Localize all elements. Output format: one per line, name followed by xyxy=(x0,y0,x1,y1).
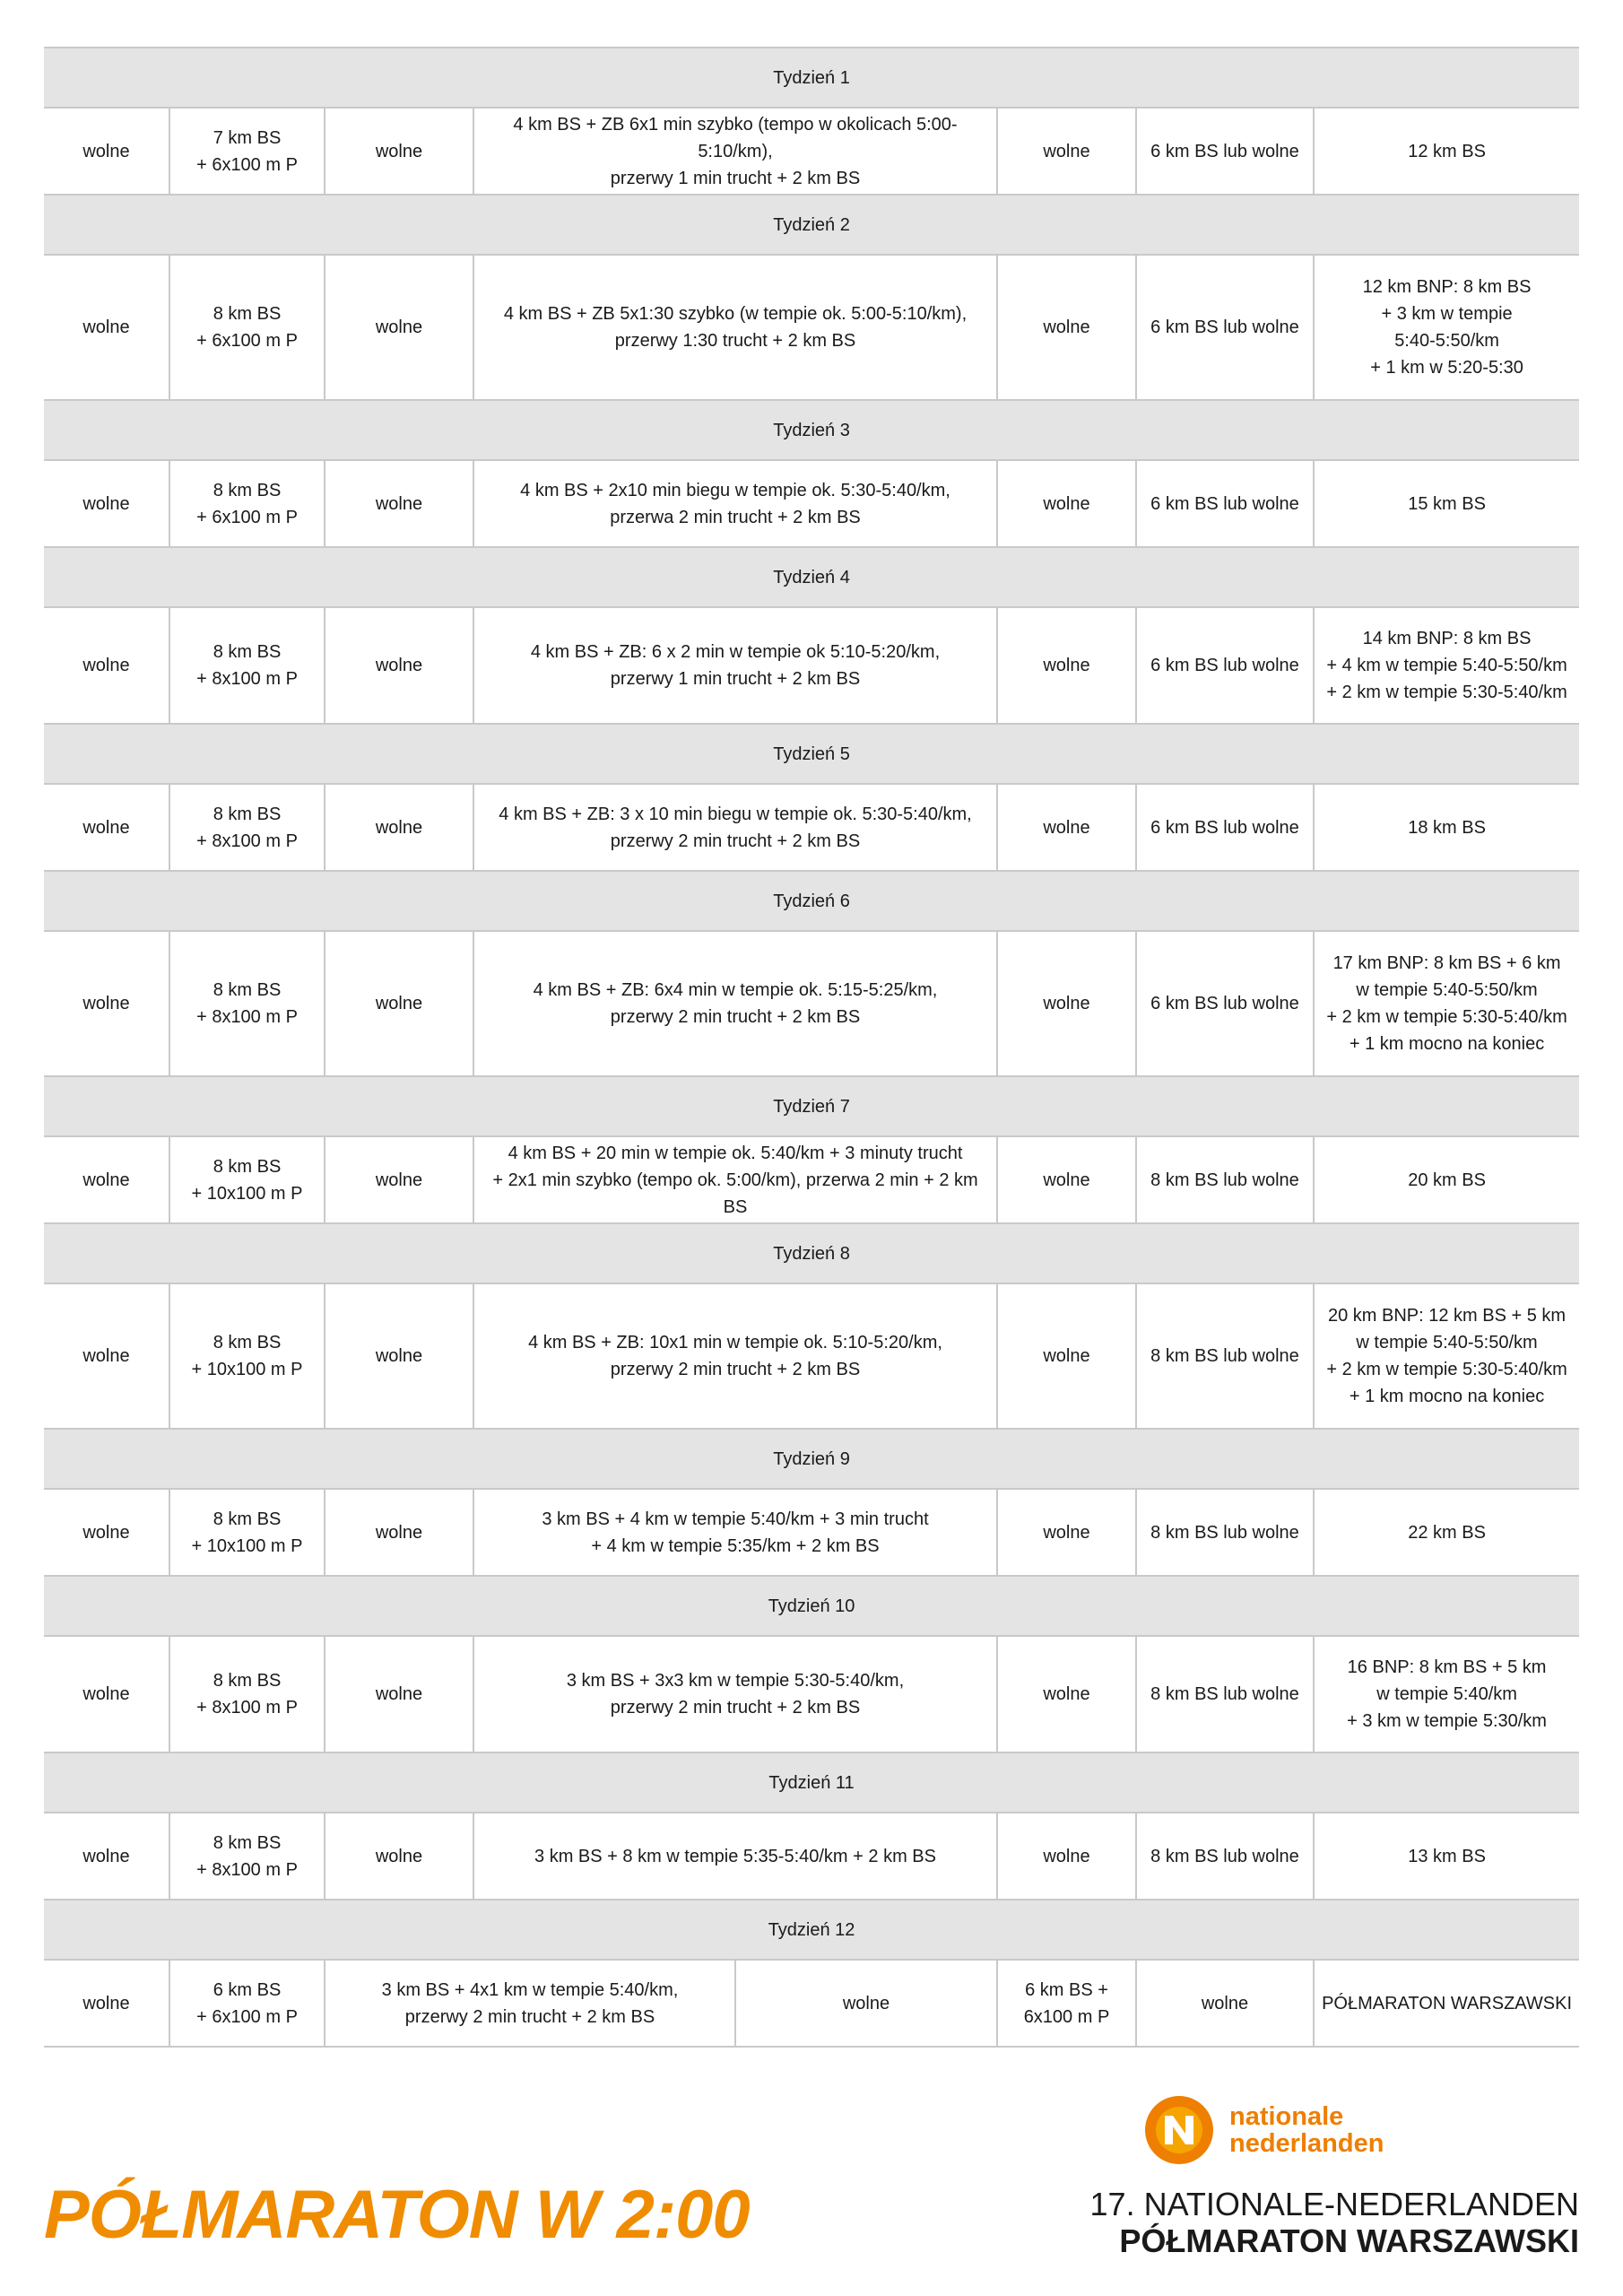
day-cell: wolne xyxy=(997,1636,1136,1752)
brand-name-line2: nederlanden xyxy=(1229,2129,1384,2158)
day-cell: 8 km BS + 8x100 m P xyxy=(169,607,325,724)
day-cell: 16 BNP: 8 km BS + 5 km w tempie 5:40/km + 3 km w tempie 5:30/km xyxy=(1314,1636,1579,1752)
day-cell: 8 km BS + 10x100 m P xyxy=(169,1283,325,1429)
day-cell: 4 km BS + ZB: 3 x 10 min biegu w tempie ok. 5:30-5:40/km, przerwy 2 min trucht + 2 km BS xyxy=(473,784,997,871)
day-cell: wolne xyxy=(325,1636,473,1752)
day-cell: 6 km BS lub wolne xyxy=(1136,607,1314,724)
week-label: Tydzień 11 xyxy=(44,1752,1579,1813)
day-cell: 18 km BS xyxy=(1314,784,1579,871)
day-cell: 6 km BS lub wolne xyxy=(1136,108,1314,195)
day-cell: 8 km BS + 10x100 m P xyxy=(169,1489,325,1576)
day-cell: 4 km BS + ZB 5x1:30 szybko (w tempie ok. 5:00-5:10/km), przerwy 1:30 trucht + 2 km BS xyxy=(473,255,997,400)
week-schedule-row xyxy=(44,1960,1579,2047)
week-header-row xyxy=(44,1223,1579,1283)
week-header-row xyxy=(44,400,1579,460)
day-cell: wolne xyxy=(325,1489,473,1576)
week-schedule-row xyxy=(44,1136,1579,1223)
day-cell: 4 km BS + 20 min w tempie ok. 5:40/km + 3 minuty trucht + 2x1 min szybko (tempo ok. 5:00/km), przerwa 2 min + 2 km BS xyxy=(473,1136,997,1223)
day-cell: wolne xyxy=(735,1960,997,2047)
day-cell: PÓŁMARATON WARSZAWSKI xyxy=(1314,1960,1579,2047)
week-label: Tydzień 5 xyxy=(44,724,1579,784)
day-cell: 6 km BS lub wolne xyxy=(1136,460,1314,547)
day-cell: 12 km BS xyxy=(1314,108,1579,195)
event-name-line2: PÓŁMARATON WARSZAWSKI xyxy=(1119,2222,1579,2259)
day-cell: 15 km BS xyxy=(1314,460,1579,547)
day-cell: wolne xyxy=(997,607,1136,724)
day-cell: wolne xyxy=(997,108,1136,195)
day-cell: 22 km BS xyxy=(1314,1489,1579,1576)
brand-name-line1: nationale xyxy=(1229,2102,1344,2131)
week-label: Tydzień 6 xyxy=(44,871,1579,931)
week-schedule-row xyxy=(44,1283,1579,1429)
day-cell: 8 km BS lub wolne xyxy=(1136,1489,1314,1576)
day-cell: wolne xyxy=(997,460,1136,547)
day-cell: wolne xyxy=(44,108,169,195)
day-cell: wolne xyxy=(325,1136,473,1223)
day-cell: 6 km BS + 6x100 m P xyxy=(997,1960,1136,2047)
day-cell: 8 km BS lub wolne xyxy=(1136,1136,1314,1223)
day-cell: wolne xyxy=(44,255,169,400)
day-cell: 8 km BS + 8x100 m P xyxy=(169,784,325,871)
week-label: Tydzień 4 xyxy=(44,547,1579,607)
week-schedule-row xyxy=(44,784,1579,871)
week-schedule-row xyxy=(44,1489,1579,1576)
week-header-row xyxy=(44,1076,1579,1136)
week-header-row xyxy=(44,547,1579,607)
day-cell: wolne xyxy=(997,1813,1136,1900)
week-header-row xyxy=(44,724,1579,784)
day-cell: 8 km BS + 8x100 m P xyxy=(169,1636,325,1752)
day-cell: wolne xyxy=(997,255,1136,400)
day-cell: wolne xyxy=(325,255,473,400)
day-cell: 12 km BNP: 8 km BS + 3 km w tempie 5:40-5:50/km + 1 km w 5:20-5:30 xyxy=(1314,255,1579,400)
week-schedule-row xyxy=(44,1636,1579,1752)
day-cell: wolne xyxy=(325,607,473,724)
week-label: Tydzień 10 xyxy=(44,1576,1579,1636)
day-cell: 8 km BS + 8x100 m P xyxy=(169,1813,325,1900)
day-cell: wolne xyxy=(44,1960,169,2047)
day-cell: wolne xyxy=(44,1283,169,1429)
day-cell: wolne xyxy=(997,1283,1136,1429)
week-header-row xyxy=(44,1576,1579,1636)
week-schedule-row xyxy=(44,108,1579,195)
day-cell: 8 km BS + 6x100 m P xyxy=(169,255,325,400)
day-cell: 8 km BS + 10x100 m P xyxy=(169,1136,325,1223)
day-cell: 6 km BS lub wolne xyxy=(1136,931,1314,1076)
day-cell: 6 km BS lub wolne xyxy=(1136,255,1314,400)
day-cell: wolne xyxy=(44,1636,169,1752)
day-cell: wolne xyxy=(997,931,1136,1076)
day-cell: 4 km BS + ZB: 6x4 min w tempie ok. 5:15-5:25/km, przerwy 2 min trucht + 2 km BS xyxy=(473,931,997,1076)
week-schedule-row xyxy=(44,460,1579,547)
week-header-row xyxy=(44,1752,1579,1813)
day-cell: 6 km BS lub wolne xyxy=(1136,784,1314,871)
week-label: Tydzień 3 xyxy=(44,400,1579,460)
day-cell: 8 km BS lub wolne xyxy=(1136,1636,1314,1752)
week-label: Tydzień 12 xyxy=(44,1900,1579,1960)
week-header-row xyxy=(44,48,1579,108)
promo-title: PÓŁMARATON W 2:00 xyxy=(44,2177,750,2253)
day-cell: 4 km BS + ZB: 6 x 2 min w tempie ok 5:10-5:20/km, przerwy 1 min trucht + 2 km BS xyxy=(473,607,997,724)
day-cell: 7 km BS + 6x100 m P xyxy=(169,108,325,195)
week-label: Tydzień 8 xyxy=(44,1223,1579,1283)
day-cell: wolne xyxy=(44,460,169,547)
day-cell: 4 km BS + ZB: 10x1 min w tempie ok. 5:10-5:20/km, przerwy 2 min trucht + 2 km BS xyxy=(473,1283,997,1429)
training-plan-table xyxy=(44,47,1579,2048)
day-cell: 13 km BS xyxy=(1314,1813,1579,1900)
week-schedule-row xyxy=(44,607,1579,724)
day-cell: wolne xyxy=(325,108,473,195)
day-cell: 6 km BS + 6x100 m P xyxy=(169,1960,325,2047)
week-schedule-row xyxy=(44,1813,1579,1900)
week-label: Tydzień 9 xyxy=(44,1429,1579,1489)
day-cell: wolne xyxy=(325,460,473,547)
day-cell: wolne xyxy=(325,784,473,871)
week-header-row xyxy=(44,1429,1579,1489)
week-header-row xyxy=(44,871,1579,931)
day-cell: 3 km BS + 3x3 km w tempie 5:30-5:40/km, przerwy 2 min trucht + 2 km BS xyxy=(473,1636,997,1752)
day-cell: wolne xyxy=(325,1283,473,1429)
week-schedule-row xyxy=(44,931,1579,1076)
day-cell: wolne xyxy=(997,784,1136,871)
day-cell: wolne xyxy=(44,1813,169,1900)
day-cell: wolne xyxy=(44,607,169,724)
day-cell: wolne xyxy=(997,1136,1136,1223)
day-cell: wolne xyxy=(1136,1960,1314,2047)
day-cell: 8 km BS lub wolne xyxy=(1136,1813,1314,1900)
event-name-line1: 17. NATIONALE-NEDERLANDEN xyxy=(1089,2186,1579,2222)
day-cell: 8 km BS + 8x100 m P xyxy=(169,931,325,1076)
day-cell: wolne xyxy=(44,1489,169,1576)
brand-name xyxy=(1229,2103,1384,2157)
day-cell: 4 km BS + ZB 6x1 min szybko (tempo w okolicach 5:00-5:10/km), przerwy 1 min trucht + 2 km BS xyxy=(473,108,997,195)
week-header-row xyxy=(44,195,1579,255)
day-cell: 3 km BS + 4 km w tempie 5:40/km + 3 min trucht + 4 km w tempie 5:35/km + 2 km BS xyxy=(473,1489,997,1576)
day-cell: 3 km BS + 4x1 km w tempie 5:40/km, przerwy 2 min trucht + 2 km BS xyxy=(325,1960,735,2047)
day-cell: wolne xyxy=(44,1136,169,1223)
day-cell: 20 km BNP: 12 km BS + 5 km w tempie 5:40-5:50/km + 2 km w tempie 5:30-5:40/km + 1 km mocno na koniec xyxy=(1314,1283,1579,1429)
week-label: Tydzień 7 xyxy=(44,1076,1579,1136)
day-cell: 4 km BS + 2x10 min biegu w tempie ok. 5:30-5:40/km, przerwa 2 min trucht + 2 km BS xyxy=(473,460,997,547)
day-cell: wolne xyxy=(44,784,169,871)
week-schedule-row xyxy=(44,255,1579,400)
day-cell: 17 km BNP: 8 km BS + 6 km w tempie 5:40-5:50/km + 2 km w tempie 5:30-5:40/km + 1 km mocno na koniec xyxy=(1314,931,1579,1076)
day-cell: 20 km BS xyxy=(1314,1136,1579,1223)
day-cell: wolne xyxy=(997,1489,1136,1576)
nn-emblem-icon xyxy=(1143,2094,1215,2166)
nationale-nederlanden-logo xyxy=(1143,2090,1421,2170)
day-cell: wolne xyxy=(325,931,473,1076)
day-cell: wolne xyxy=(325,1813,473,1900)
day-cell: 3 km BS + 8 km w tempie 5:35-5:40/km + 2 km BS xyxy=(473,1813,997,1900)
week-label: Tydzień 1 xyxy=(44,48,1579,108)
day-cell: 8 km BS lub wolne xyxy=(1136,1283,1314,1429)
day-cell: 14 km BNP: 8 km BS + 4 km w tempie 5:40-5:50/km + 2 km w tempie 5:30-5:40/km xyxy=(1314,607,1579,724)
day-cell: wolne xyxy=(44,931,169,1076)
week-label: Tydzień 2 xyxy=(44,195,1579,255)
day-cell: 8 km BS + 6x100 m P xyxy=(169,460,325,547)
week-header-row xyxy=(44,1900,1579,1960)
